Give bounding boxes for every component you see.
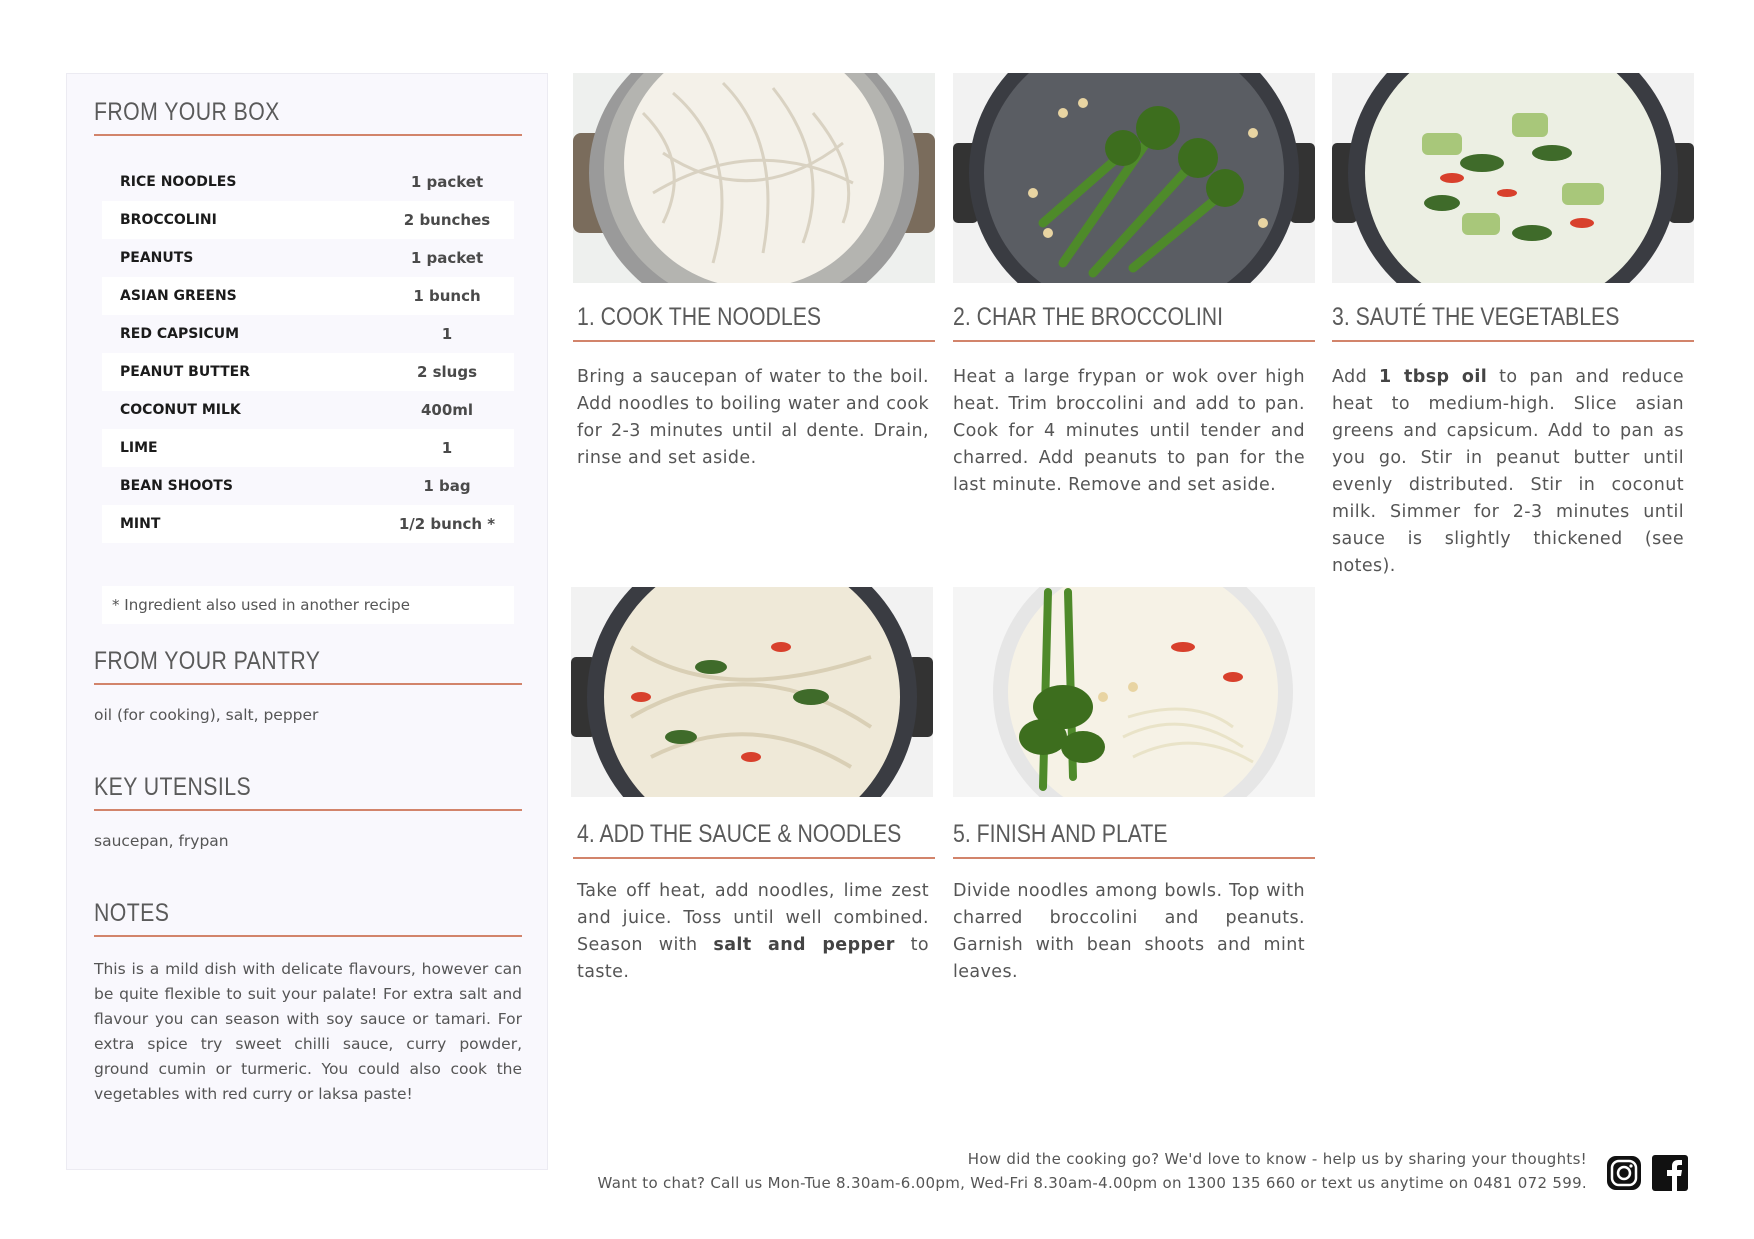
divider [94, 809, 522, 811]
step-4-text: Take off heat, add noodles, lime zest and juice. Toss until well combined. Season with salt and pepper to taste. [577, 881, 929, 982]
step-5-title: 5. FINISH AND PLATE [953, 820, 1168, 848]
ingredient-row [102, 201, 514, 239]
ingredient-name: BROCCOLINI [120, 212, 217, 228]
ingredient-qty: 1 [441, 325, 453, 343]
ingredient-row [102, 467, 514, 505]
step-1-text: Bring a saucepan of water to the boil. Add noodles to boiling water and cook for 2-3 minutes until al dente. Drain, rinse and set aside. [577, 367, 929, 468]
ingredient-qty: 1 packet [410, 173, 484, 191]
ingredient-row [102, 239, 514, 277]
ingredient-name: RED CAPSICUM [120, 326, 240, 342]
step-3-photo [1332, 73, 1694, 283]
step-1-title: 1. COOK THE NOODLES [577, 303, 822, 331]
step-1-photo [573, 73, 935, 283]
ingredient-row [102, 391, 514, 429]
ingredient-table [102, 163, 514, 543]
step-2-photo [953, 73, 1315, 283]
notes-heading: NOTES [94, 899, 170, 927]
divider [573, 340, 935, 342]
facebook-icon[interactable] [1652, 1155, 1688, 1191]
ingredient-row [102, 277, 514, 315]
ingredient-name: PEANUTS [120, 250, 194, 266]
ingredient-name: LIME [120, 440, 158, 456]
ingredient-name: PEANUT BUTTER [120, 364, 250, 380]
instagram-icon[interactable] [1606, 1155, 1642, 1191]
key-utensils-heading: KEY UTENSILS [94, 773, 252, 801]
ingredient-name: RICE NOODLES [120, 174, 237, 190]
step-4-photo [571, 587, 933, 797]
ingredient-row [102, 315, 514, 353]
ingredient-qty: 400ml [420, 401, 474, 419]
ingredient-name: BEAN SHOOTS [120, 478, 233, 494]
step-4-title: 4. ADD THE SAUCE & NOODLES [577, 820, 902, 848]
ingredient-footnote: * Ingredient also used in another recipe [102, 586, 514, 624]
from-your-pantry-heading: FROM YOUR PANTRY [94, 647, 321, 675]
step-3-text: Add 1 tbsp oil to pan and reduce heat to medium-high. Slice asian greens and capsicum. Add to pan as you go. Stir in peanut butter until evenly distributed. Stir in coconut milk. Simmer for 2-3 minutes until sauce is slightly thickened (see notes). [1332, 367, 1685, 576]
ingredient-qty: 2 bunches [403, 211, 491, 229]
divider [1332, 340, 1694, 342]
from-your-box-heading: FROM YOUR BOX [94, 98, 280, 126]
ingredient-qty: 1 bunch [413, 287, 481, 305]
step-2-text: Heat a large frypan or wok over high heat. Trim broccolini and add to pan. Cook for 4 minutes until tender and charred. Add peanuts to pan for the last minute. Remove and set aside. [953, 367, 1305, 495]
ingredient-name: MINT [120, 516, 161, 532]
ingredient-qty: 1/2 bunch * [398, 515, 496, 533]
divider [94, 683, 522, 685]
feedback-text: How did the cooking go? We'd love to know - help us by sharing your thoughts! [967, 1150, 1587, 1168]
ingredient-qty: 2 slugs [416, 363, 478, 381]
ingredient-row [102, 353, 514, 391]
divider [953, 857, 1315, 859]
utensils-text: saucepan, frypan [94, 832, 229, 850]
ingredient-name: COCONUT MILK [120, 402, 241, 418]
ingredient-qty: 1 packet [410, 249, 484, 267]
pantry-text: oil (for cooking), salt, pepper [94, 706, 319, 724]
step-2-title: 2. CHAR THE BROCCOLINI [953, 303, 1224, 331]
ingredient-qty: 1 bag [423, 477, 471, 495]
divider [953, 340, 1315, 342]
step-5-photo [953, 587, 1315, 797]
ingredient-name: ASIAN GREENS [120, 288, 237, 304]
ingredient-qty: 1 [441, 439, 453, 457]
divider [573, 857, 935, 859]
ingredient-row [102, 505, 514, 543]
ingredient-row [102, 429, 514, 467]
notes-text: This is a mild dish with delicate flavours, however can be quite flexible to suit your palate! For extra salt and flavour you can season with soy sauce or tamari. For extra spice try sweet chilli sauce, curry powder, ground cumin or turmeric. You could also cook the vegetables with red curry or laksa paste! [94, 960, 522, 1103]
divider [94, 134, 522, 136]
ingredients-panel [66, 73, 548, 1170]
step-5-text: Divide noodles among bowls. Top with charred broccolini and peanuts. Garnish with bean shoots and mint leaves. [953, 881, 1305, 982]
ingredient-row [102, 163, 514, 201]
divider [94, 935, 522, 937]
step-3-title: 3. SAUTÉ THE VEGETABLES [1332, 303, 1620, 331]
contact-text: Want to chat? Call us Mon-Tue 8.30am-6.00pm, Wed-Fri 8.30am-4.00pm on 1300 135 660 or text us anytime on 0481 072 599. [597, 1174, 1587, 1192]
